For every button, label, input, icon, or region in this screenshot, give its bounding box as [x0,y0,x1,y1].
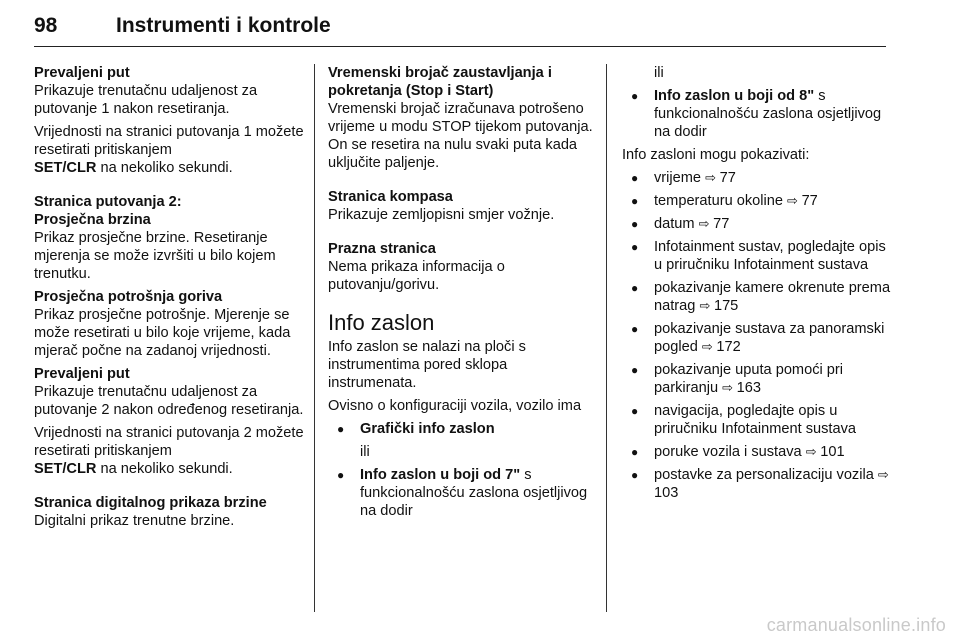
page-reference-icon: ⇨ [877,467,889,482]
heading-trip-page-2: Stranica putovanja 2: [34,194,182,210]
heading-stop-start-timer: Vremenski brojač zaustavljanja i pokretanja (Stop i Start) [328,65,552,99]
heading-compass: Stranica kompasa [328,189,453,205]
paragraph: Nema prikaza informacija o putovanju/gorivu. [328,259,505,293]
or-text: ili [654,65,664,81]
page-reference[interactable]: 77 [801,193,818,209]
page-reference[interactable]: 77 [719,170,736,186]
list-item: ● navigacija, pogledajte opis u priručniku Infotainment sustava [622,402,892,438]
paragraph: Digitalni prikaz trenutne brzine. [34,513,235,529]
display-type-list [622,87,892,141]
page-reference[interactable]: 103 [654,485,679,501]
list-item: ● Info zaslon u boji od 8" s funkcionalnošću zaslona osjetljivog na dodir [622,87,892,141]
heading-trip-distance-2: Prevaljeni put [34,366,130,382]
section-title: Instrumenti i kontrole [116,14,331,37]
column-divider [606,64,607,612]
heading-average-speed: Prosječna brzina [34,212,151,228]
page-reference-icon: ⇨ [698,216,714,231]
display-type-list [328,466,594,520]
paragraph: Prikaz prosječne brzine. Resetiranje mjerenja se može izvršiti u bilo kojem trenutku. [34,230,276,282]
or-text: ili [360,444,370,460]
heading-trip-distance-1: Prevaljeni put [34,65,130,81]
paragraph: Vremenski brojač izračunava potrošeno vrijeme u modu STOP tijekom putovanja. On se resetira na nulu svaki puta kada uključite paljenje. [328,101,593,171]
info-display-list [622,169,892,502]
paragraph: Vrijednosti na stranici putovanja 1 možete resetirati pritiskanjem SET/CLR na nekoliko sekundi. [34,124,304,176]
list-item: ● temperaturu okoline ⇨ 77 [622,192,892,210]
page-reference[interactable]: 172 [716,339,741,355]
page-number: 98 [34,14,58,37]
paragraph: Info zasloni mogu pokazivati: [622,147,810,163]
list-item: ● postavke za personalizaciju vozila ⇨ 103 [622,466,892,502]
page-reference[interactable]: 77 [713,216,730,232]
paragraph: Prikaz prosječne potrošnje. Mjerenje se može resetirati u bilo koje vrijeme, kada mjerač počne na zadanoj vrijednosti. [34,307,291,359]
key-label: SET/CLR [34,160,97,176]
paragraph: Ovisno o konfiguraciji vozila, vozilo ima [328,398,582,414]
page-reference-icon: ⇨ [705,170,720,185]
column-left [34,64,306,535]
list-item: ● Infotainment sustav, pogledajte opis u priručniku Infotainment sustava [622,238,892,274]
heading-average-consumption: Prosječna potrošnja goriva [34,289,223,305]
page-reference-icon: ⇨ [787,193,802,208]
page-reference[interactable]: 175 [713,298,739,314]
list-item: ● vrijeme ⇨ 77 [622,169,892,187]
list-item: ● datum ⇨ 77 [622,215,892,233]
paragraph: Prikazuje trenutačnu udaljenost za putovanje 2 nakon određenog resetiranja. [34,384,304,418]
page-reference[interactable]: 101 [820,444,845,460]
page-reference[interactable]: 163 [736,380,762,396]
page-reference-icon: ⇨ [805,444,821,459]
page-reference-icon: ⇨ [699,298,714,313]
paragraph: Prikazuje zemljopisni smjer vožnje. [328,207,555,223]
key-label: SET/CLR [34,461,97,477]
heading-blank-page: Prazna stranica [328,241,436,257]
list-item: ● Grafički info zaslon [328,420,594,438]
list-item: ● pokazivanje uputa pomoći pri parkiranju ⇨ 163 [622,361,892,397]
list-item: ● pokazivanje sustava za panoramski pogled ⇨ 172 [622,320,892,356]
paragraph: Vrijednosti na stranici putovanja 2 možete resetirati pritiskanjem SET/CLR na nekoliko sekundi. [34,425,304,477]
column-middle [328,64,594,525]
page-reference-icon: ⇨ [722,380,737,395]
column-right [622,64,892,507]
paragraph: Info zaslon se nalazi na ploči s instrumentima pored sklopa instrumenata. [328,339,526,391]
list-item: ● Info zaslon u boji od 7" s funkcionalnošću zaslona osjetljivog na dodir [328,466,594,520]
column-divider [314,64,315,612]
display-type-list [328,420,594,438]
watermark: carmanualsonline.info [766,615,946,635]
heading-digital-speed: Stranica digitalnog prikaza brzine [34,495,267,511]
page-header [34,14,886,47]
list-item: ● poruke vozila i sustava ⇨ 101 [622,443,892,461]
page-reference-icon: ⇨ [701,339,717,354]
chapter-title: Info zaslon [328,310,435,335]
paragraph: Prikazuje trenutačnu udaljenost za putovanje 1 nakon resetiranja. [34,83,258,117]
list-item: ● pokazivanje kamere okrenute prema natrag ⇨ 175 [622,279,892,315]
